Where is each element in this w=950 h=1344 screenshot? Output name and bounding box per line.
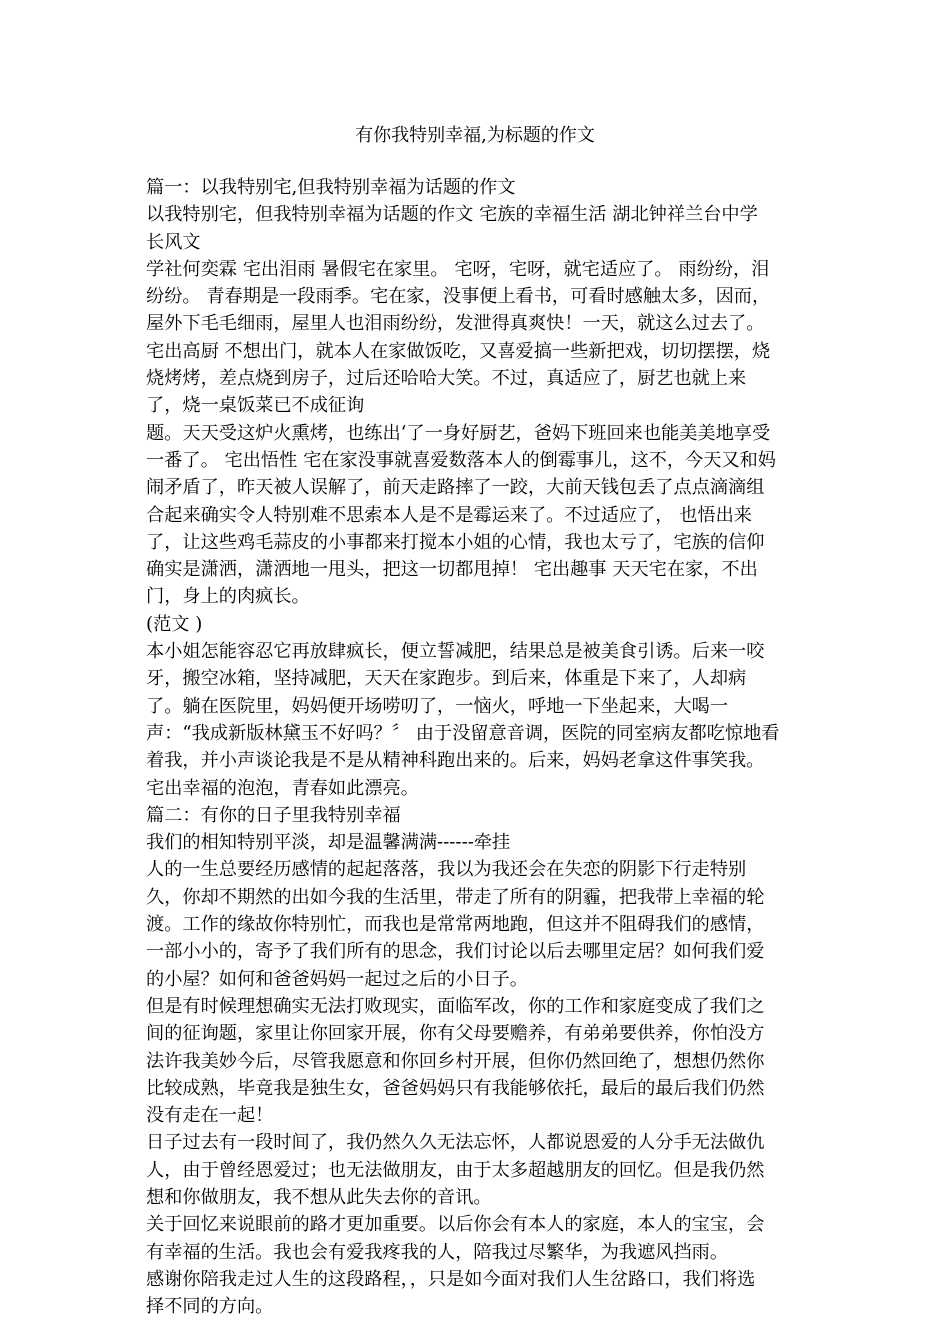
text-line: 我们的相知特别平淡，却是温馨满满------牵挂 (146, 832, 511, 854)
text-line: 择不同的方向。 (146, 1296, 274, 1318)
text-line: 篇二：有你的日子里我特别幸福 (146, 804, 401, 826)
text-line: 人的一生总要经历感情的起起落落，我以为我还会在失恋的阴影下行走特别 (146, 859, 747, 881)
text-line: 有幸福的生活。我也会有爱我疼我的人，陪我过尽繁华，为我遮风挡雨。 (146, 1241, 729, 1263)
text-line: 了，烧一桌饭菜已不成征询 (146, 395, 365, 417)
text-line: 人，由于曾经恩爱过；也无法做朋友，由于太多超越朋友的回忆。但是我仍然 (146, 1159, 765, 1181)
text-line: 渡。工作的缘故你特别忙，而我也是常常两地跑，但这并不阻碍我们的感情， (146, 914, 765, 936)
text-line: 想和你做朋友，我不想从此失去你的音讯。 (146, 1186, 492, 1208)
text-line: 闹矛盾了，昨天被人误解了，前天走路摔了一跤，大前天钱包丢了点点滴滴组 (146, 477, 765, 499)
text-line: 间的征询题，家里让你回家开展，你有父母要赡养，有弟弟要供养，你怕没方 (146, 1023, 765, 1045)
text-line: 宅出高厨 不想出门，就本人在家做饭吃，又喜爱搞一些新把戏，切切摆摆，烧 (146, 340, 771, 362)
text-line: 合起来确实令人特别难不思索本人是不是霉运来了。不过适应了， 也悟出来 (146, 504, 752, 526)
text-line: 题。天天受这炉火熏烤，也练出‘了一身好厨艺，爸妈下班回来也能美美地享受 (146, 422, 771, 444)
document-title: 有你我特别幸福,为标题的作文 (355, 125, 595, 146)
text-line: (范文 ) (146, 613, 203, 635)
text-line: 一番了。 宅出悟性 宅在家没事就喜爱数落本人的倒霉事儿，这不，今天又和妈 (146, 449, 776, 471)
text-line: 关于回忆来说眼前的路才更加重要。以后你会有本人的家庭，本人的宝宝，会 (146, 1214, 765, 1236)
text-line: 法许我美妙今后，尽管我愿意和你回乡村开展，但你仍然回绝了，想想仍然你 (146, 1050, 765, 1072)
text-line: 确实是潇洒，潇洒地一甩头，把这一切都甩掉！ 宅出趣事 天天宅在家，不出 (146, 559, 758, 581)
text-line: 纷纷。 青春期是一段雨季。宅在家，没事便上看书，可看时感触太多，因而， (146, 286, 771, 308)
text-line: 着我，并小声谈论我是不是从精神科跑出来的。后来，妈妈老拿这件事笑我。 (146, 750, 765, 772)
text-line: 以我特别宅，但我特别幸福为话题的作文 宅族的幸福生活 湖北钟祥兰台中学 (146, 204, 758, 226)
text-line: 了。躺在医院里，妈妈便开场唠叨了，一恼火，呼地一下坐起来，大喝一 (146, 695, 729, 717)
document-body (146, 174, 810, 1320)
text-line: 学社何奕霖 宅出泪雨 暑假宅在家里。 宅呀，宅呀，就宅适应了。 雨纷纷，泪 (146, 258, 770, 280)
text-line: 一部小小的，寄予了我们所有的思念，我们讨论以后去哪里定居？如何我们爱 (146, 941, 765, 963)
text-line: 日子过去有一段时间了，我仍然久久无法忘怀，人都说恩爱的人分手无法做仇 (146, 1132, 765, 1154)
text-line: 烧烤烤，差点烧到房子，过后还哈哈大笑。不过，真适应了，厨艺也就上来 (146, 368, 747, 390)
text-line: 久，你却不期然的出如今我的生活里，带走了所有的阴霾，把我带上幸福的轮 (146, 886, 765, 908)
text-line: 比较成熟，毕竟我是独生女，爸爸妈妈只有我能够依托，最后的最后我们仍然 (146, 1077, 765, 1099)
text-line: 篇一：以我特别宅,但我特别幸福为话题的作文 (146, 177, 516, 198)
text-line: 门，身上的肉疯长。 (146, 586, 310, 608)
text-line: 但是有时候理想确实无法打败现实，面临军改，你的工作和家庭变成了我们之 (146, 995, 765, 1017)
text-line: 屋外下毛毛细雨，屋里人也泪雨纷纷，发泄得真爽快！一天，就这么过去了。 (146, 313, 765, 335)
text-line: 本小姐怎能容忍它再放肆疯长，便立誓减肥，结果总是被美食引诱。后来一咬 (146, 641, 765, 663)
text-line: 宅出幸福的泡泡，青春如此漂亮。 (146, 777, 419, 799)
text-line: 牙，搬空冰箱，坚持减肥，天天在家跑步。到后来，体重是下来了，人却病 (146, 668, 747, 690)
text-line: 感谢你陪我走过人生的这段路程，，只是如今面对我们人生岔路口，我们将选 (146, 1268, 756, 1290)
text-line: 声：“我成新版林黛玉不好吗？〞 由于没留意音调，医院的同室病友都吃惊地看 (146, 722, 780, 744)
text-line: 的小屋？如何和爸爸妈妈一起过之后的小日子。 (146, 968, 528, 990)
text-line: 没有走在一起！ (146, 1105, 274, 1127)
text-line: 长风文 (146, 231, 201, 253)
text-line: 了，让这些鸡毛蒜皮的小事都来打搅本小姐的心情，我也太亏了，宅族的信仰 (146, 531, 765, 553)
